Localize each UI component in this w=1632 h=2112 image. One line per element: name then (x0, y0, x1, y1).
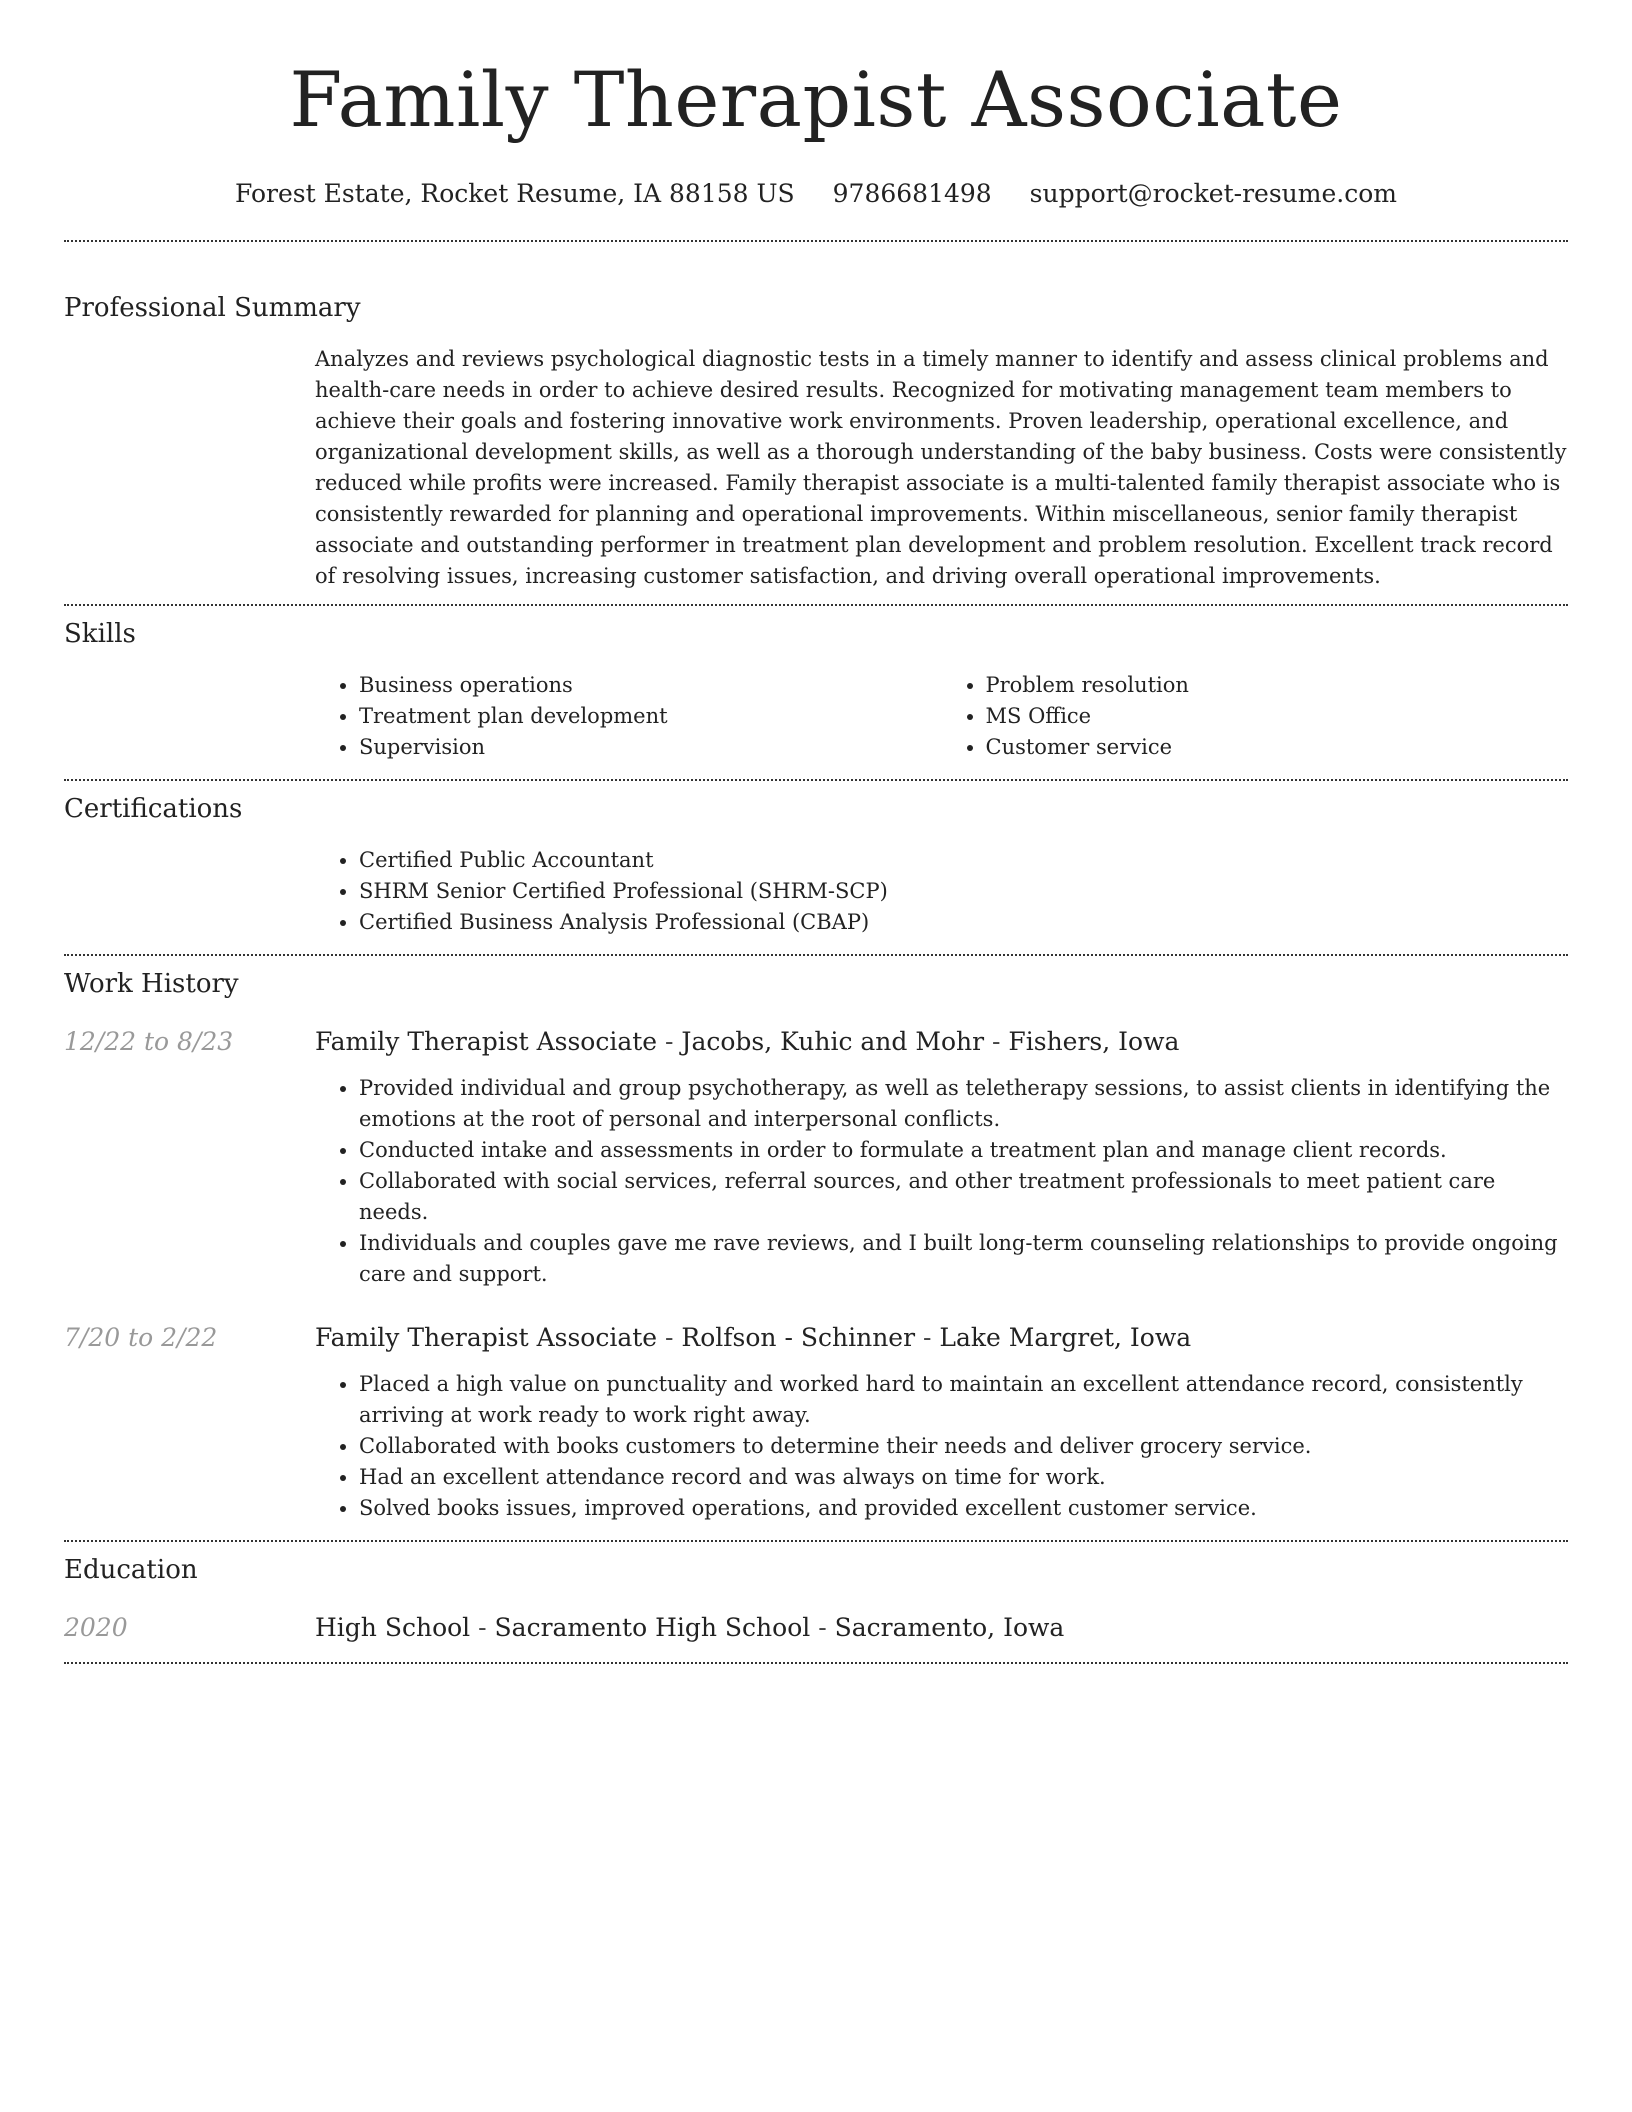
separator: - (984, 1027, 1009, 1056)
job-location: Fishers, Iowa (1008, 1027, 1180, 1056)
job-company: Rolfson - Schinner (681, 1323, 916, 1352)
summary-text: Analyzes and reviews psychological diagnostic tests in a timely manner to identify and assess clinical problems and health-care needs in order to achieve desired results. Recognized for motivating management team members to achieve their goals and fostering innovative work environments. Proven leadership, operational excellence, and organizational development skills, as well as a thorough understanding of the baby business. Costs were consistently reduced while profits were increased. Family therapist associate is a multi-talented family therapist associate who is consistently rewarded for planning and operational improvements. Within miscellaneous, senior family therapist associate and outstanding performer in treatment plan development and problem resolution. Excellent track record of resolving issues, increasing customer satisfaction, and driving overall operational improvements. (315, 347, 1567, 588)
skill-item: • Problem resolution (986, 670, 1569, 701)
job-bullet: • Provided individual and group psychotherapy, as well as teletherapy sessions, to assist clients in identifying the emotions at the root of personal and interpersonal conflicts. (359, 1073, 1568, 1135)
section-title-work-history: Work History (64, 969, 239, 999)
job-company: Jacobs, Kuhic and Mohr (681, 1027, 985, 1056)
skill-item: • MS Office (986, 701, 1569, 732)
separator: - (657, 1027, 682, 1056)
skills-list-left (315, 670, 942, 763)
certifications-list (315, 845, 1568, 938)
job-entry (64, 1024, 1568, 1290)
education-school: Sacramento High School (494, 1613, 811, 1642)
job-bullet: • Collaborated with social services, referral sources, and other treatment professionals to meet patient care needs. (359, 1166, 1568, 1228)
skills-section (64, 606, 1568, 779)
job-header (64, 1320, 1568, 1356)
certifications-section (64, 781, 1568, 954)
separator: - (470, 1613, 495, 1642)
job-title-line (315, 1024, 1179, 1060)
certification-item: • Certified Business Analysis Professional (CBAP) (359, 907, 1568, 938)
job-details (315, 1369, 1568, 1524)
education-year: 2020 (64, 1613, 128, 1642)
job-bullet: • Had an excellent attendance record and was always on time for work. (359, 1462, 1568, 1493)
contact-line (64, 176, 1568, 212)
skill-item: • Treatment plan development (359, 701, 942, 732)
job-role: Family Therapist Associate (315, 1027, 658, 1056)
summary-body (315, 344, 1568, 592)
contact-phone: 9786681498 (832, 179, 992, 208)
section-title-skills: Skills (64, 619, 136, 649)
job-role: Family Therapist Associate (315, 1323, 658, 1352)
certification-item: • SHRM Senior Certified Professional (SHRM-SCP) (359, 876, 1568, 907)
skill-item: • Business operations (359, 670, 942, 701)
job-bullet: • Individuals and couples gave me rave reviews, and I built long-term counseling relationships to provide ongoing care and support. (359, 1228, 1568, 1290)
education-line (315, 1610, 1064, 1646)
separator: - (915, 1323, 940, 1352)
job-bullets (315, 1369, 1568, 1524)
education-entry (64, 1610, 1568, 1646)
job-header (64, 1024, 1568, 1060)
job-bullet: • Solved books issues, improved operations, and provided excellent customer service. (359, 1493, 1568, 1524)
education-degree: High School (315, 1613, 471, 1642)
section-title-education: Education (64, 1555, 198, 1585)
skills-grid (315, 670, 1568, 763)
certifications-body (315, 845, 1568, 938)
job-title-line (315, 1320, 1191, 1356)
contact-address: Forest Estate, Rocket Resume, IA 88158 US (235, 179, 795, 208)
skill-item: • Supervision (359, 732, 942, 763)
work-history-section (64, 956, 1568, 1540)
job-bullets (315, 1073, 1568, 1290)
candidate-name: Family Therapist Associate (289, 55, 1343, 144)
job-bullet: • Placed a high value on punctuality and worked hard to maintain an excellent attendance record, consistently arriving at work ready to work right away. (359, 1369, 1568, 1431)
skill-item: • Customer service (986, 732, 1569, 763)
education-section (64, 1542, 1568, 1662)
job-bullet: • Conducted intake and assessments in order to formulate a treatment plan and manage client records. (359, 1135, 1568, 1166)
section-title-summary: Professional Summary (64, 293, 361, 323)
section-divider (64, 1662, 1568, 1664)
resume-header (64, 0, 1568, 212)
certification-item: • Certified Public Accountant (359, 845, 1568, 876)
job-dates: 7/20 to 2/22 (64, 1323, 218, 1352)
separator: - (657, 1323, 682, 1352)
job-entry (64, 1320, 1568, 1524)
contact-email: support@rocket-resume.com (1029, 179, 1397, 208)
job-location: Lake Margret, Iowa (939, 1323, 1192, 1352)
education-location: Sacramento, Iowa (834, 1613, 1065, 1642)
job-details (315, 1073, 1568, 1290)
summary-section (64, 242, 1568, 604)
section-title-certifications: Certifications (64, 794, 243, 824)
job-dates: 12/22 to 8/23 (64, 1027, 234, 1056)
job-bullet: • Collaborated with books customers to determine their needs and deliver grocery service. (359, 1431, 1568, 1462)
skills-list-right (942, 670, 1569, 763)
separator: - (810, 1613, 835, 1642)
